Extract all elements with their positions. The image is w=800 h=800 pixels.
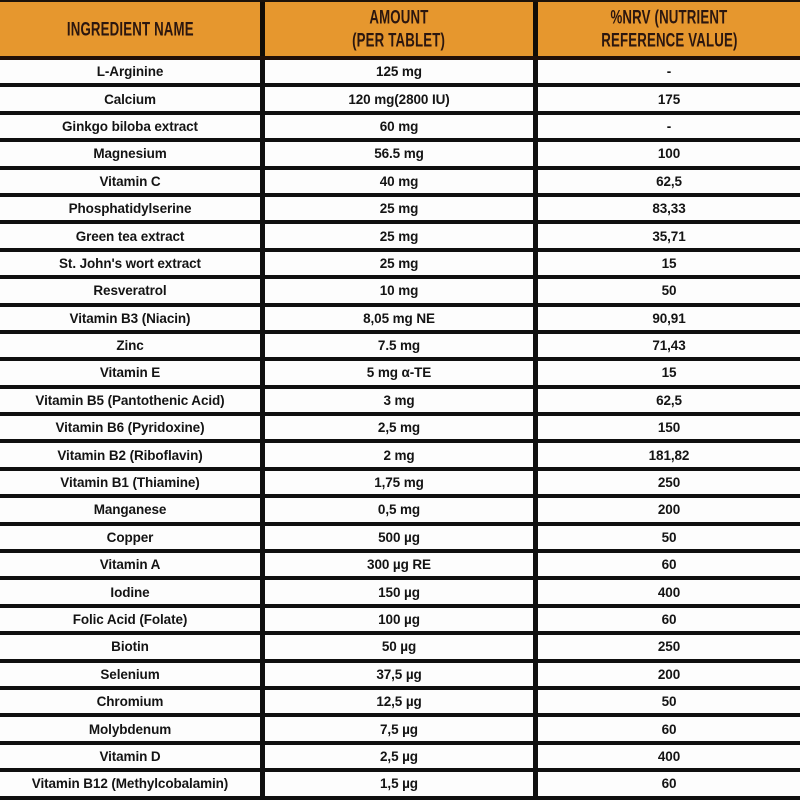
table-row (0, 608, 800, 635)
table-row (0, 526, 800, 553)
table-row (0, 361, 800, 388)
cell-nrv: - (666, 118, 672, 134)
cell-ingredient-name: Phosphatidylserine (0, 197, 265, 220)
cell-ingredient-name: Copper (0, 526, 265, 549)
cell-amount: 100 µg (265, 608, 538, 631)
cell-ingredient-name: Vitamin B1 (Thiamine) (0, 471, 265, 494)
cell-nrv: 250 (657, 639, 681, 655)
header-amount-label-line2: (PER TABLET) (352, 29, 446, 52)
table-row (0, 279, 800, 306)
cell-amount: 25 mg (265, 197, 538, 220)
cell-amount: 150 µg (265, 580, 538, 603)
table-row (0, 471, 800, 498)
cell-amount: 5 mg α-TE (265, 361, 538, 384)
cell-ingredient-name: St. John's wort extract (0, 252, 265, 275)
table-row (0, 142, 800, 169)
header-cell-nrv (538, 2, 800, 56)
cell-ingredient-name: L-Arginine (0, 60, 265, 83)
table-row (0, 334, 800, 361)
cell-ingredient-name: Vitamin D (0, 745, 265, 768)
table-row (0, 690, 800, 717)
cell-amount: 40 mg (265, 170, 538, 193)
table-row (0, 389, 800, 416)
header-cell-amount (265, 2, 538, 56)
table-row (0, 580, 800, 607)
cell-ingredient-name: Calcium (0, 87, 265, 110)
cell-ingredient-name: Molybdenum (0, 717, 265, 740)
cell-nrv: 35,71 (652, 228, 686, 244)
table-row (0, 60, 800, 87)
cell-amount: 8,05 mg NE (265, 307, 538, 330)
cell-ingredient-name: Zinc (0, 334, 265, 357)
cell-amount: 120 mg(2800 IU) (265, 87, 538, 110)
cell-ingredient-name: Biotin (0, 635, 265, 658)
cell-nrv: 60 (661, 776, 677, 792)
header-nrv-label-line1: %NRV (NUTRIENT (610, 6, 728, 29)
cell-amount: 10 mg (265, 279, 538, 302)
cell-nrv: 62,5 (656, 392, 682, 408)
cell-nrv: 83,33 (652, 201, 686, 217)
cell-nrv: 200 (657, 502, 681, 518)
header-ingredient-name-label: INGREDIENT NAME (66, 18, 194, 40)
cell-ingredient-name: Vitamin E (0, 361, 265, 384)
cell-amount: 7.5 mg (265, 334, 538, 357)
table-row (0, 635, 800, 662)
cell-nrv: 71,43 (652, 338, 686, 354)
cell-amount: 3 mg (265, 389, 538, 412)
header-cell-ingredient-name (0, 2, 265, 56)
cell-ingredient-name: Ginkgo biloba extract (0, 115, 265, 138)
cell-ingredient-name: Vitamin C (0, 170, 265, 193)
table-row (0, 663, 800, 690)
cell-ingredient-name: Selenium (0, 663, 265, 686)
cell-nrv: 60 (661, 612, 677, 627)
cell-nrv: 181,82 (648, 447, 690, 463)
cell-nrv: 50 (661, 283, 677, 299)
header-nrv-label-line2: REFERENCE VALUE) (600, 29, 738, 52)
cell-amount: 1,75 mg (265, 471, 538, 494)
cell-amount: 56.5 mg (265, 142, 538, 165)
cell-amount: 25 mg (265, 252, 538, 275)
cell-amount: 0,5 mg (265, 498, 538, 521)
table-row (0, 87, 800, 114)
cell-nrv: - (666, 64, 672, 80)
cell-amount: 7,5 µg (265, 717, 538, 740)
table-row (0, 197, 800, 224)
cell-amount: 12,5 µg (265, 690, 538, 713)
cell-ingredient-name: Vitamin B2 (Riboflavin) (0, 443, 265, 466)
table-header (0, 0, 800, 60)
cell-amount: 500 µg (265, 526, 538, 549)
cell-ingredient-name: Chromium (0, 690, 265, 713)
cell-nrv: 50 (661, 529, 677, 545)
cell-nrv: 400 (657, 584, 681, 600)
table-row (0, 498, 800, 525)
cell-nrv: 60 (661, 721, 677, 737)
table-body (0, 60, 800, 800)
cell-ingredient-name: Vitamin A (0, 553, 265, 576)
cell-nrv: 250 (657, 475, 681, 491)
table-row (0, 717, 800, 744)
table-row (0, 115, 800, 142)
header-amount-label-line1: AMOUNT (369, 6, 429, 29)
cell-ingredient-name: Vitamin B6 (Pyridoxine) (0, 416, 265, 439)
cell-nrv: 400 (657, 748, 681, 764)
cell-amount: 60 mg (265, 115, 538, 138)
cell-ingredient-name: Vitamin B3 (Niacin) (0, 307, 265, 330)
table-row (0, 553, 800, 580)
cell-nrv: 175 (657, 91, 681, 107)
cell-amount: 37,5 µg (265, 663, 538, 686)
cell-nrv: 90,91 (652, 310, 686, 326)
table-row (0, 745, 800, 772)
cell-ingredient-name: Iodine (0, 580, 265, 603)
cell-nrv: 15 (661, 365, 677, 381)
cell-nrv: 150 (657, 420, 681, 436)
cell-ingredient-name: Green tea extract (0, 224, 265, 247)
table-row (0, 307, 800, 334)
cell-ingredient-name: Vitamin B12 (Methylcobalamin) (0, 772, 265, 795)
cell-amount: 125 mg (265, 60, 538, 83)
table-row (0, 416, 800, 443)
cell-ingredient-name: Magnesium (0, 142, 265, 165)
cell-amount: 2,5 µg (265, 745, 538, 768)
cell-nrv: 100 (657, 146, 681, 162)
cell-amount: 300 µg RE (265, 553, 538, 576)
cell-ingredient-name: Manganese (0, 498, 265, 521)
cell-amount: 2 mg (265, 443, 538, 466)
cell-ingredient-name: Folic Acid (Folate) (0, 608, 265, 631)
cell-amount: 1,5 µg (265, 772, 538, 795)
table-row (0, 252, 800, 279)
cell-nrv: 62,5 (656, 173, 682, 189)
cell-nrv: 60 (661, 557, 677, 573)
cell-ingredient-name: Resveratrol (0, 279, 265, 302)
cell-amount: 25 mg (265, 224, 538, 247)
cell-nrv: 50 (661, 694, 677, 710)
cell-ingredient-name: Vitamin B5 (Pantothenic Acid) (0, 389, 265, 412)
table-row (0, 772, 800, 799)
table-row (0, 224, 800, 251)
cell-amount: 50 µg (265, 635, 538, 658)
cell-nrv: 200 (657, 666, 681, 682)
table-row (0, 443, 800, 470)
cell-amount: 2,5 mg (265, 416, 538, 439)
cell-nrv: 15 (661, 255, 677, 271)
table-row (0, 170, 800, 197)
